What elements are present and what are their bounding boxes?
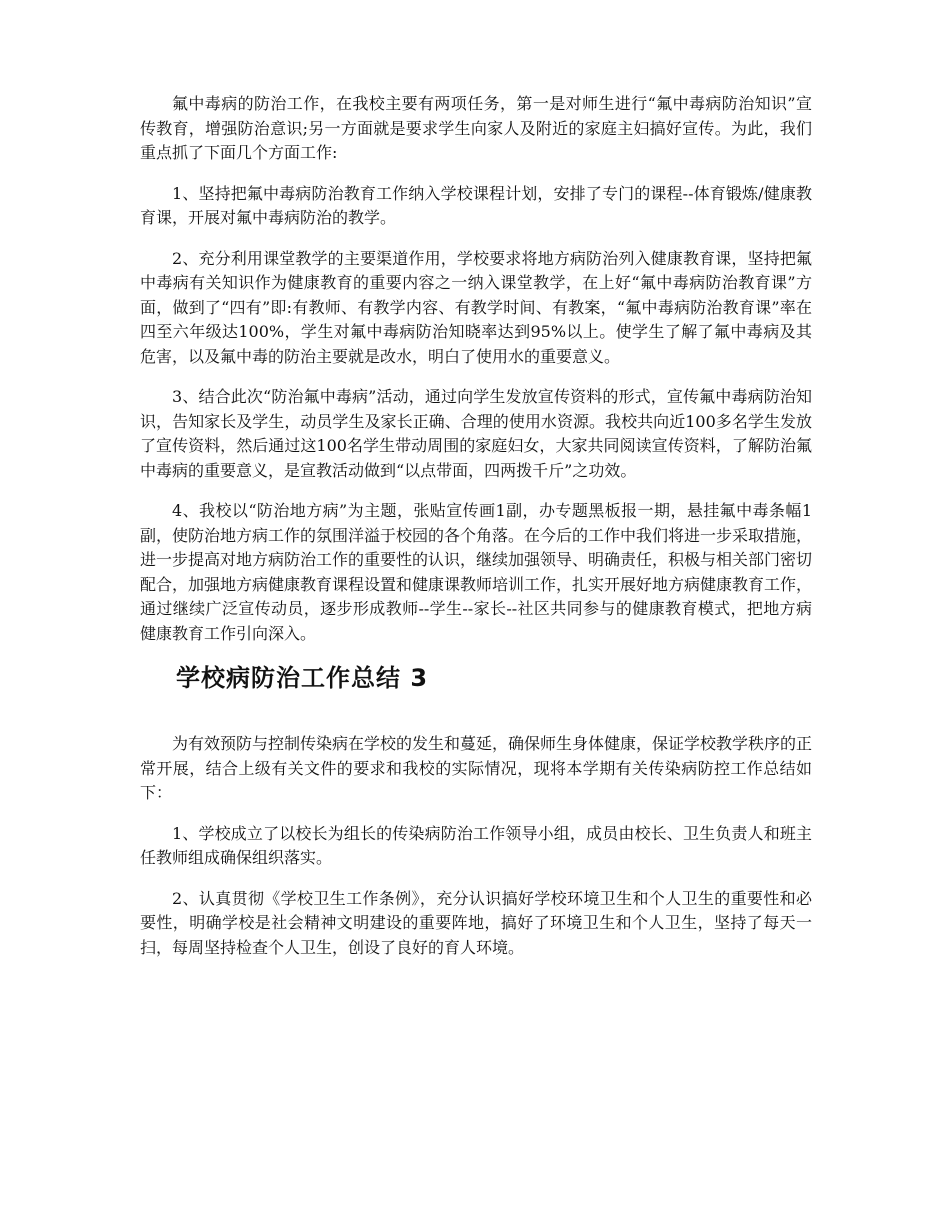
paragraph-item-2: 2、充分利用课堂教学的主要渠道作用，学校要求将地方病防治列入健康教育课，坚持把氟中毒病有关知识作为健康教育的重要内容之一纳入课堂教学，在上好“氟中毒病防治教育课”方面，做到了“四有”即:有教师、有教学内容、有教学时间、有教案，“氟中毒病防治教育课”率在四至六年级达100%，学生对氟中毒病防治知晓率达到95%以上。使学生了解了氟中毒病及其危害，以及氟中毒的防治主要就是改水，明白了使用水的重要意义。: [140, 248, 812, 366]
paragraph-section-intro: 为有效预防与控制传染病在学校的发生和蔓延，确保师生身体健康，保证学校教学秩序的正常开展，结合上级有关文件的要求和我校的实际情况，现将本学期有关传染病防控工作总结如下：: [140, 734, 813, 802]
paragraph-intro: 氟中毒病的防治工作，在我校主要有两项任务，第一是对师生进行“氟中毒病防治知识”宣传教育，增强防治意识;另一方面就是要求学生向家人及附近的家庭主妇搞好宣传。为此，我们重点抓了下面几个方面工作:: [140, 94, 812, 162]
paragraph-item-4: 4、我校以“防治地方病”为主题，张贴宣传画1副，办专题黑板报一期，悬挂氟中毒条幅1副，使防治地方病工作的氛围洋溢于校园的各个角落。在今后的工作中我们将进一步采取措施，进一步提高对地方病防治工作的重要性的认识，继续加强领导、明确责任，积极与相关部门密切配合，加强地方病健康教育课程设置和健康课教师培训工作，扎实开展好地方病健康教育工作，通过继续广泛宣传动员，逐步形成教师--学生--家长--社区共同参与的健康教育模式，把地方病健康教育工作引向深入。: [140, 501, 813, 643]
paragraph-section-item-1: 1、学校成立了以校长为组长的传染病防治工作领导小组，成员由校长、卫生负责人和班主任教师组成确保组织落实。: [140, 823, 812, 867]
paragraph-item-1: 1、坚持把氟中毒病防治教育工作纳入学校课程计划，安排了专门的课程--体育锻炼/健康教育课，开展对氟中毒病防治的教学。: [140, 183, 812, 227]
paragraph-section-item-2: 2、认真贯彻《学校卫生工作条例》，充分认识搞好学校环境卫生和个人卫生的重要性和必要性，明确学校是社会精神文明建设的重要阵地，搞好了环境卫生和个人卫生，坚持了每天一扫，每周坚持检查个人卫生，创设了良好的育人环境。: [140, 888, 812, 957]
paragraph-item-3: 3、结合此次“防治氟中毒病”活动，通过向学生发放宣传资料的形式，宣传氟中毒病防治知识，告知家长及学生，动员学生及家长正确、合理的使用水资源。我校共向近100多名学生发放了宣传资料，然后通过这100名学生带动周围的家庭妇女，大家共同阅读宣传资料，了解防治氟中毒病的重要意义，是宣教活动做到“以点带面，四两拨千斤”之功效。: [140, 387, 812, 480]
document-page: [140, 92, 812, 976]
section-heading: 学校病防治工作总结 3: [176, 664, 429, 692]
